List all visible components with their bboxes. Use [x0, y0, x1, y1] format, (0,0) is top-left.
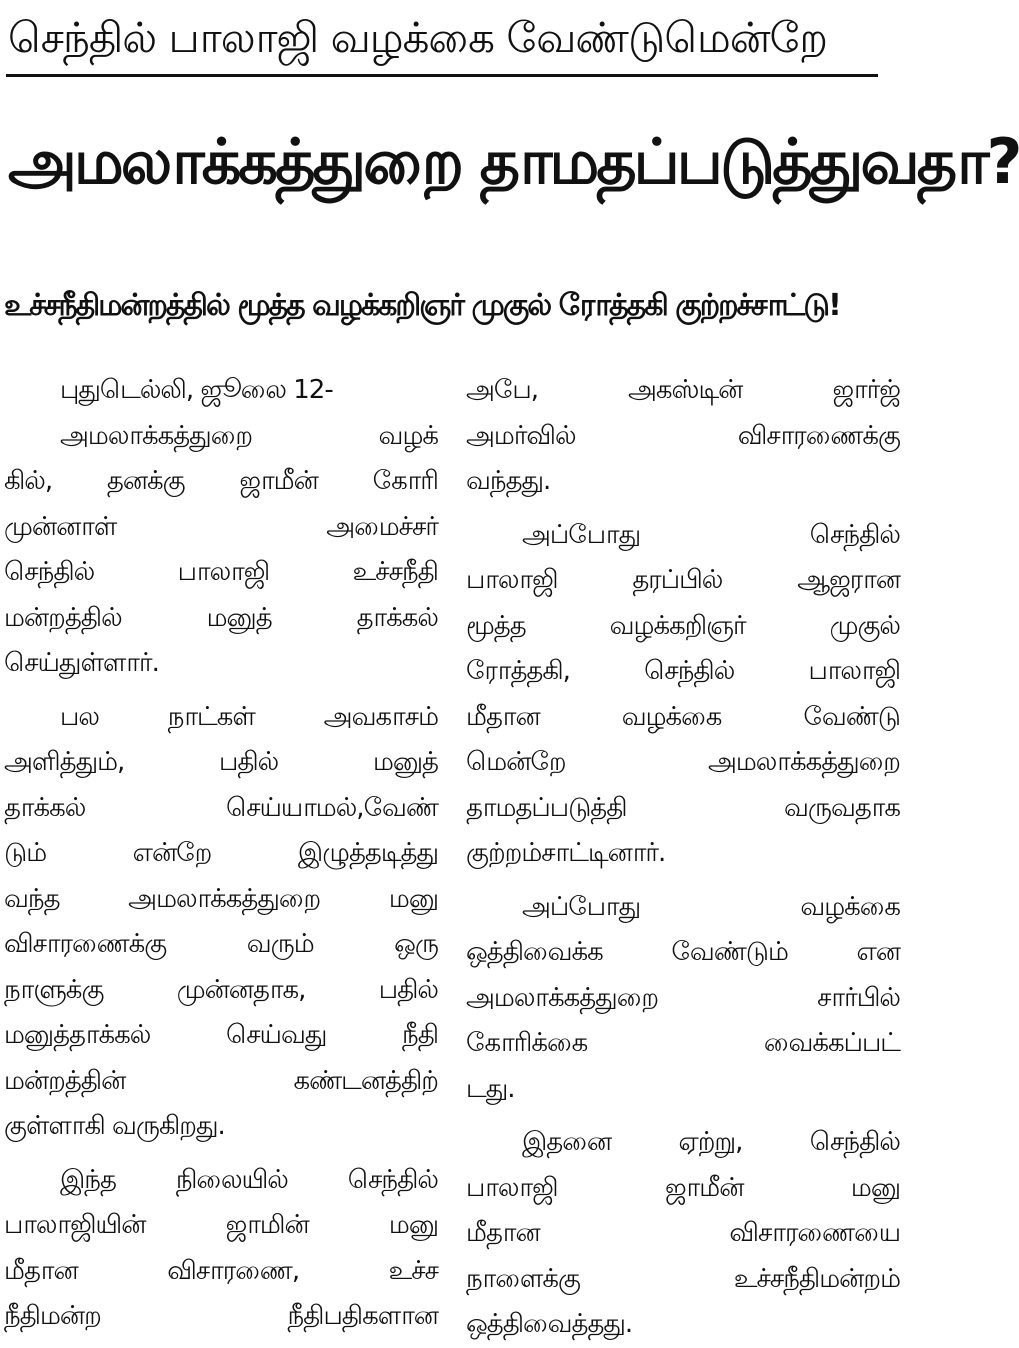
text-line: செய்துள்ளார்.	[4, 648, 159, 678]
text-line: தாமதப்படுத்தி வருவதாக	[466, 792, 900, 823]
paragraph	[466, 513, 900, 877]
text-line: முன்னாள் அமைச்சர்	[4, 511, 438, 542]
kicker-underline	[6, 74, 878, 77]
text-line: ஒத்திவைக்க வேண்டும் என	[466, 937, 900, 967]
text-line: வந்தது.	[466, 466, 551, 496]
kicker-line: செந்தில் பாலாஜி வழக்கை வேண்டுமென்றே	[8, 13, 827, 62]
text-line: மீதான வழக்கை வேண்டு	[466, 701, 900, 732]
text-line: அபே, அகஸ்டின் ஜார்ஜ்	[466, 375, 900, 405]
text-line: குள்ளாகி வருகிறது.	[4, 1111, 225, 1141]
text-line: விசாரணைக்கு வரும் ஒரு	[4, 929, 438, 959]
left-column	[4, 368, 438, 1340]
text-line: வந்த அமலாக்கத்துறை மனு	[4, 883, 438, 914]
text-line: அமலாக்கத்துறை வழக்	[60, 420, 438, 451]
article-body	[0, 368, 906, 1339]
right-column	[466, 368, 900, 1348]
text-line: அப்போது வழக்கை	[522, 891, 900, 922]
paragraph	[4, 414, 438, 687]
subheadline: உச்சநீதிமன்றத்தில் மூத்த வழக்கறிஞர் முகுல் ரோத்தகி குற்றச்சாட்டு!	[4, 288, 840, 323]
text-line: இந்த நிலையில் செந்தில்	[60, 1164, 438, 1195]
paragraph-gap	[466, 877, 900, 885]
text-line: மென்றே அமலாக்கத்துறை	[466, 747, 900, 777]
text-line: மீதான விசாரணை, உச்ச	[4, 1255, 438, 1286]
text-line: அளித்தும், பதில் மனுத்	[4, 747, 438, 777]
text-line: பல நாட்கள் அவகாசம்	[60, 701, 438, 732]
text-line: பாலாஜியின் ஜாமின் மனு	[4, 1210, 438, 1240]
text-line: ரோத்தகி, செந்தில் பாலாஜி	[466, 656, 900, 686]
text-line: மூத்த வழக்கறிஞர் முகுல்	[466, 610, 900, 641]
text-line: ஒத்திவைத்தது.	[466, 1309, 633, 1339]
text-line: நாளுக்கு முன்னதாக, பதில்	[4, 974, 438, 1005]
paragraph-gap	[466, 505, 900, 513]
text-line: இதனை ஏற்று, செந்தில்	[522, 1127, 900, 1157]
paragraph-gap	[466, 1112, 900, 1120]
paragraph-gap	[4, 687, 438, 695]
paragraph	[4, 695, 438, 1150]
headline: அமலாக்கத்துறை தாமதப்படுத்துவதா?	[8, 125, 1019, 198]
text-line: நீதிமன்ற நீதிபதிகளான	[4, 1301, 438, 1331]
text-line: மீதான விசாரணையை	[466, 1218, 900, 1248]
text-line: மன்றத்தில் மனுத் தாக்கல்	[4, 602, 438, 633]
text-line: கில், தனக்கு ஜாமீன் கோரி	[4, 466, 438, 496]
text-line: தாக்கல் செய்யாமல்,வேண்	[4, 792, 438, 823]
text-line: மன்றத்தின் கண்டனத்திற்	[4, 1065, 438, 1096]
text-line: பாலாஜி ஜாமீன் மனு	[466, 1172, 900, 1203]
paragraph	[4, 1158, 438, 1340]
paragraph	[466, 368, 900, 505]
text-line: மனுத்தாக்கல் செய்வது நீதி	[4, 1020, 438, 1050]
paragraph	[466, 1120, 900, 1348]
paragraph-gap	[4, 1150, 438, 1158]
paragraph	[466, 885, 900, 1113]
text-line: குற்றம்சாட்டினார்.	[466, 838, 666, 868]
text-line: டது.	[466, 1073, 515, 1104]
text-line: கோரிக்கை வைக்கப்பட்	[466, 1028, 900, 1058]
dateline: புதுடெல்லி, ஜூலை 12-	[60, 375, 333, 405]
text-line: பாலாஜி தரப்பில் ஆஜரான	[466, 565, 900, 595]
text-line: டும் என்றே இழுத்தடித்து	[4, 838, 438, 868]
text-line: அமலாக்கத்துறை சார்பில்	[466, 982, 900, 1013]
text-line: அப்போது செந்தில்	[522, 519, 900, 550]
text-line: செந்தில் பாலாஜி உச்சநீதி	[4, 557, 438, 587]
text-line: நாளைக்கு உச்சநீதிமன்றம்	[466, 1263, 900, 1294]
text-line: அமர்வில் விசாரணைக்கு	[466, 420, 900, 451]
